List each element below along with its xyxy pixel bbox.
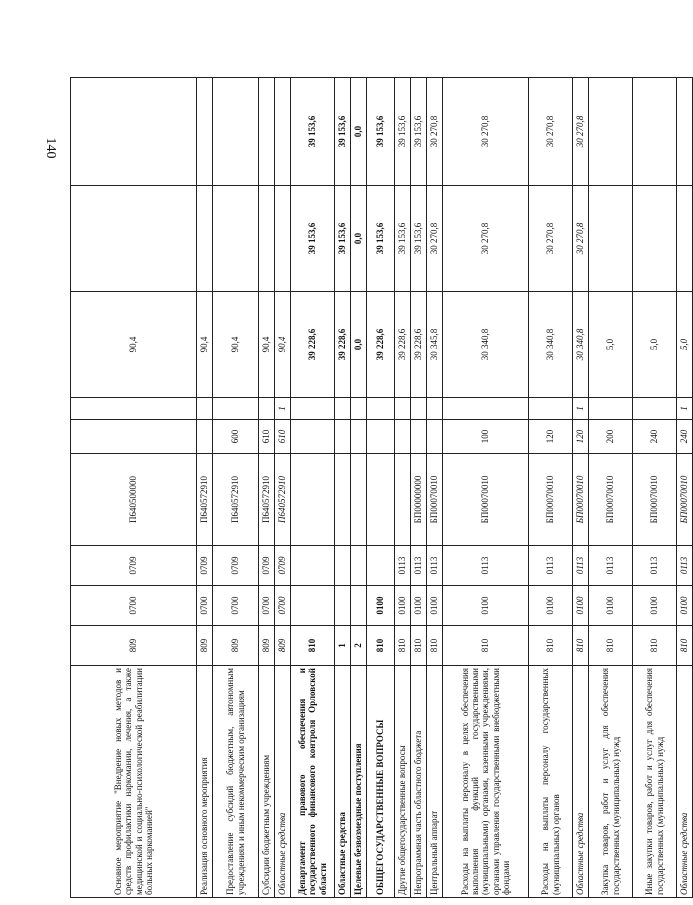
row-fund-code [529,398,573,420]
row-code: 809 [197,626,213,666]
row-value-2: 30 270,8 [443,186,529,292]
row-name: Расходы на выплаты персоналу в целях обеспечения выполнения функций государственными (муниципальными) органами, казенными учреждениями, органами управления государственными внебюджетными фондами [443,666,529,898]
table-row [197,78,213,898]
row-subsection: 0709 [213,546,259,586]
row-subsection: 0113 [589,546,633,586]
row-value-1: 90,4 [213,292,259,398]
row-section: 0100 [529,586,573,626]
table-row [395,78,411,898]
row-section [351,586,367,626]
row-name: Расходы на выплаты персоналу государственных (муниципальных) органов [529,666,573,898]
row-fund-code [427,398,443,420]
row-value-2: 30 270,8 [573,186,589,292]
row-value-2: 39 153,6 [335,186,351,292]
row-section: 0100 [411,586,427,626]
row-subsection: 0113 [395,546,411,586]
row-value-3: 39 153,6 [395,78,411,186]
table-row [71,78,197,898]
row-expense-type [71,420,197,454]
row-fund-code [633,398,677,420]
row-section: 0100 [573,586,589,626]
row-value-2 [71,186,197,292]
row-name: Предоставление субсидий бюджетным, автономным учреждениям и иным некоммерческим организациям [213,666,259,898]
row-name: Реализация основного мероприятия [197,666,213,898]
table-row [589,78,633,898]
budget-table [70,77,693,898]
row-target-code: П640572910 [197,454,213,546]
row-value-3: 39 153,6 [411,78,427,186]
row-value-3: 30 270,8 [573,78,589,186]
row-subsection [367,546,395,586]
row-fund-code [197,398,213,420]
row-section: 0700 [197,586,213,626]
row-fund-code [411,398,427,420]
row-target-code: П640572910 [213,454,259,546]
table-row [529,78,573,898]
row-code: 810 [677,626,693,666]
table-row [213,78,259,898]
row-value-1: 90,4 [275,292,291,398]
row-value-3 [71,78,197,186]
row-expense-type [351,420,367,454]
row-section [291,586,335,626]
row-code: 810 [367,626,395,666]
row-expense-type: 200 [589,420,633,454]
row-target-code [291,454,335,546]
row-value-1: 39 228,6 [411,292,427,398]
row-expense-type: 240 [677,420,693,454]
row-value-3 [275,78,291,186]
row-code: 810 [395,626,411,666]
table-row [573,78,589,898]
row-expense-type [335,420,351,454]
row-expense-type: 240 [633,420,677,454]
row-value-2 [589,186,633,292]
table-row [411,78,427,898]
row-value-3 [677,78,693,186]
row-value-2: 39 153,6 [291,186,335,292]
row-code: 810 [291,626,335,666]
row-section: 0700 [275,586,291,626]
row-expense-type [411,420,427,454]
row-target-code [335,454,351,546]
row-value-2 [275,186,291,292]
table-row [291,78,335,898]
row-value-1: 30 340,8 [573,292,589,398]
row-fund-code [443,398,529,420]
row-value-2: 30 270,8 [529,186,573,292]
row-fund-code [259,398,275,420]
row-name: Целевые безвозмездные поступления [351,666,367,898]
row-subsection [351,546,367,586]
row-value-3: 30 270,8 [529,78,573,186]
row-name: Областные средства [275,666,291,898]
row-subsection: 0709 [275,546,291,586]
row-subsection [291,546,335,586]
row-code: 2 [351,626,367,666]
row-section: 0100 [395,586,411,626]
row-target-code: БП00070010 [677,454,693,546]
row-subsection: 0113 [573,546,589,586]
row-section [335,586,351,626]
row-name: Областные средства [573,666,589,898]
row-value-1: 0,0 [351,292,367,398]
row-fund-code [291,398,335,420]
rotated-page [70,78,690,898]
row-value-1: 5,0 [677,292,693,398]
row-section: 0100 [443,586,529,626]
table-row [367,78,395,898]
row-section: 0100 [677,586,693,626]
row-value-3 [259,78,275,186]
row-section: 0700 [213,586,259,626]
row-code: 810 [589,626,633,666]
row-target-code: П640500000 [71,454,197,546]
row-value-2: 0,0 [351,186,367,292]
row-target-code: БП00070010 [529,454,573,546]
row-value-1: 30 340,8 [443,292,529,398]
row-code: 809 [275,626,291,666]
row-fund-code [395,398,411,420]
row-value-1: 30 345,8 [427,292,443,398]
row-section: 0100 [633,586,677,626]
row-code: 810 [529,626,573,666]
row-name: Иные закупки товаров, работ и услуг для обеспечения государственных (муниципальных) нужд [633,666,677,898]
row-name: Основное мероприятие "Внедрение новых методов и средств профилактики наркомании, лечения, а также медицинской и социально-психологической реабилитации больных наркоманией" [71,666,197,898]
row-target-code: БП00000000 [411,454,427,546]
row-code: 809 [213,626,259,666]
row-fund-code: 1 [677,398,693,420]
row-value-2: 30 270,8 [427,186,443,292]
row-value-2 [213,186,259,292]
row-fund-code [71,398,197,420]
row-value-3 [633,78,677,186]
row-target-code: БП00070010 [589,454,633,546]
row-name: Департамент правового обеспечения и государственного финансового контроля Орловской области [291,666,335,898]
row-target-code: БП00070010 [633,454,677,546]
row-value-3: 30 270,8 [443,78,529,186]
row-name: Центральный аппарат [427,666,443,898]
row-expense-type [197,420,213,454]
row-value-1: 39 228,6 [335,292,351,398]
row-value-2: 39 153,6 [395,186,411,292]
row-subsection: 0709 [71,546,197,586]
row-code: 810 [633,626,677,666]
row-target-code: П640572910 [275,454,291,546]
row-target-code: БП00070010 [443,454,529,546]
row-code: 1 [335,626,351,666]
row-expense-type: 600 [213,420,259,454]
row-name: Областные средства [677,666,693,898]
row-name: Областные средства [335,666,351,898]
row-subsection: 0113 [427,546,443,586]
row-value-1: 39 228,6 [395,292,411,398]
table-row [275,78,291,898]
row-expense-type [395,420,411,454]
row-section: 0100 [427,586,443,626]
row-value-3 [197,78,213,186]
table-row [351,78,367,898]
row-value-1: 5,0 [633,292,677,398]
row-code: 809 [259,626,275,666]
row-fund-code [367,398,395,420]
row-value-3: 39 153,6 [291,78,335,186]
row-subsection: 0113 [677,546,693,586]
row-code: 809 [71,626,197,666]
row-value-3: 30 270,8 [427,78,443,186]
row-name: Субсидии бюджетным учреждениям [259,666,275,898]
table-row [633,78,677,898]
row-subsection: 0113 [633,546,677,586]
row-target-code: П640572910 [259,454,275,546]
row-expense-type [427,420,443,454]
row-target-code [367,454,395,546]
page-number: 140 [43,137,58,159]
row-code: 810 [443,626,529,666]
table-row [427,78,443,898]
row-value-1: 5,0 [589,292,633,398]
row-section: 0700 [71,586,197,626]
row-target-code [351,454,367,546]
row-value-2 [197,186,213,292]
row-expense-type [367,420,395,454]
row-fund-code [351,398,367,420]
row-subsection: 0113 [529,546,573,586]
row-value-1: 90,4 [197,292,213,398]
table-row [335,78,351,898]
row-expense-type: 120 [573,420,589,454]
row-expense-type: 610 [259,420,275,454]
row-target-code: БП00070010 [573,454,589,546]
row-expense-type: 100 [443,420,529,454]
table-row [259,78,275,898]
table-body [71,78,693,898]
row-fund-code: 1 [573,398,589,420]
row-value-1: 39 228,6 [291,292,335,398]
row-subsection: 0113 [443,546,529,586]
row-value-2 [633,186,677,292]
row-fund-code: 1 [275,398,291,420]
row-value-2 [677,186,693,292]
table-row [443,78,529,898]
row-subsection: 0709 [197,546,213,586]
row-value-3 [589,78,633,186]
row-target-code [395,454,411,546]
row-expense-type [291,420,335,454]
row-value-3: 0,0 [351,78,367,186]
row-value-1: 39 228,6 [367,292,395,398]
row-name: ОБЩЕГОСУДАРСТВЕННЫЕ ВОПРОСЫ [367,666,395,898]
row-value-3: 39 153,6 [367,78,395,186]
row-value-2: 39 153,6 [411,186,427,292]
row-section: 0700 [259,586,275,626]
row-subsection [335,546,351,586]
row-code: 810 [427,626,443,666]
row-subsection: 0709 [259,546,275,586]
row-code: 810 [411,626,427,666]
row-value-2 [259,186,275,292]
row-value-3: 39 153,6 [335,78,351,186]
row-value-1: 30 340,8 [529,292,573,398]
row-name: Закупка товаров, работ и услуг для обеспечения государственных (муниципальных) нужд [589,666,633,898]
row-code: 810 [573,626,589,666]
row-subsection: 0113 [411,546,427,586]
row-fund-code [589,398,633,420]
row-expense-type: 120 [529,420,573,454]
row-target-code: БП00070010 [427,454,443,546]
row-fund-code [213,398,259,420]
row-value-3 [213,78,259,186]
table-row [677,78,693,898]
row-value-2: 39 153,6 [367,186,395,292]
row-section: 0100 [589,586,633,626]
row-name: Другие общегосударственные вопросы [395,666,411,898]
row-name: Непрограммная часть областного бюджета [411,666,427,898]
row-section: 0100 [367,586,395,626]
row-fund-code [335,398,351,420]
row-value-1: 90,4 [259,292,275,398]
row-value-1: 90,4 [71,292,197,398]
row-expense-type: 610 [275,420,291,454]
